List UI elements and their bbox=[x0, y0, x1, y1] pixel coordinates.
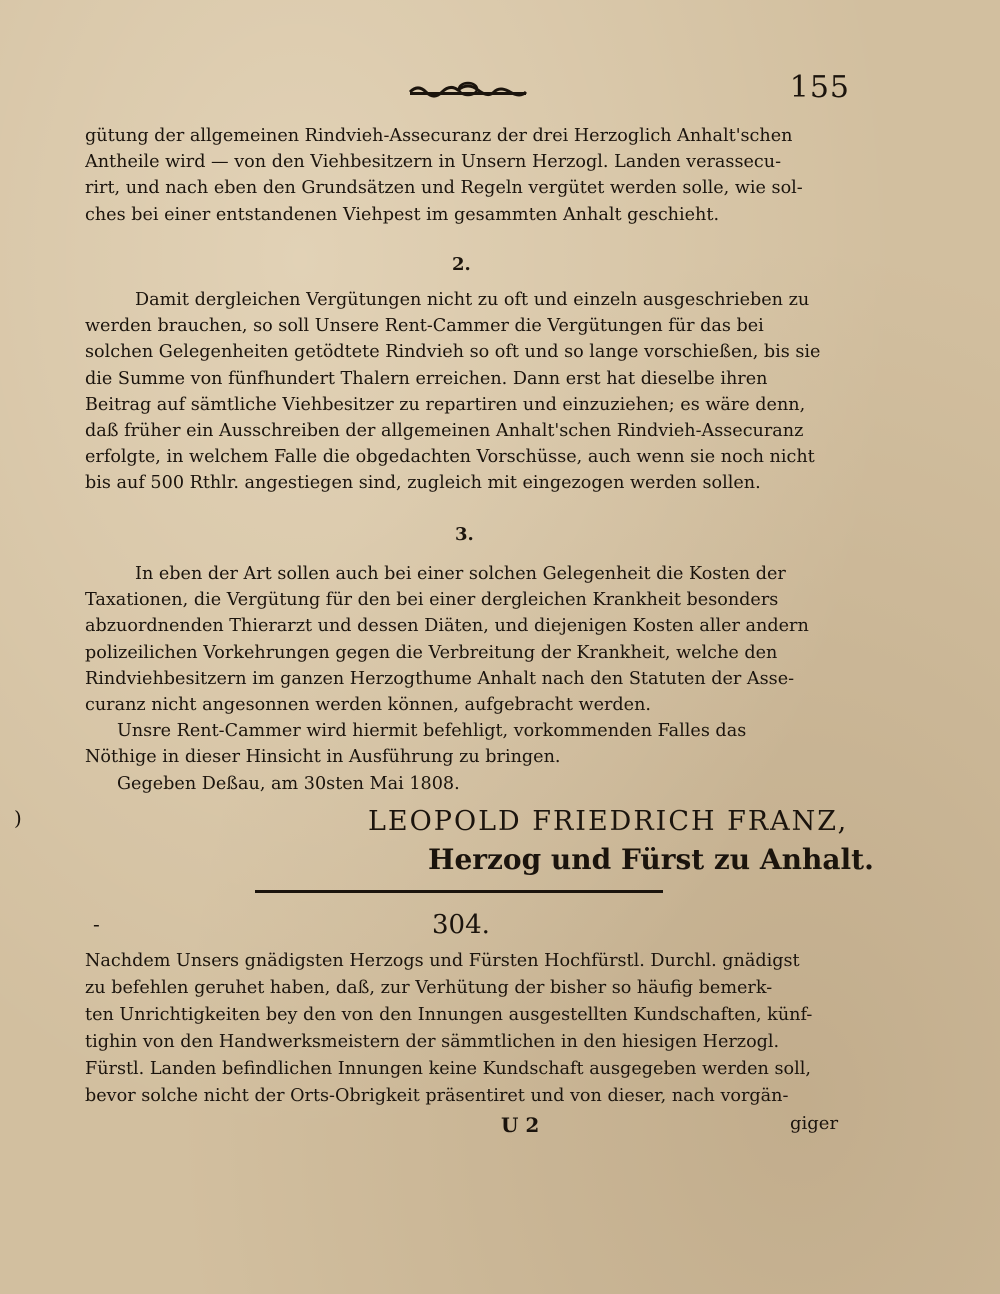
sheet-signature: U 2 bbox=[501, 1113, 540, 1137]
text-line: erfolgte, in welchem Falle die obgedachten Vorschüsse, auch wenn sie noch nicht bbox=[85, 447, 815, 468]
text-line: In eben der Art sollen auch bei einer solchen Gelegenheit die Kosten der bbox=[135, 564, 786, 584]
text-line: Rindviehbesitzern im ganzen Herzogthume Anhalt nach den Statuten der Asse- bbox=[85, 668, 795, 689]
text-line: bis auf 500 Rthlr. angestiegen sind, zugleich mit eingezogen werden sollen. bbox=[85, 473, 761, 494]
text-line: Unsre Rent-Cammer wird hiermit befehligt, vorkommenden Falles das bbox=[117, 721, 747, 742]
text-line: daß früher ein Ausschreiben der allgemeinen Anhalt'schen Rindvieh-Assecuranz bbox=[85, 421, 804, 442]
intro-paragraph bbox=[85, 123, 845, 228]
catchword: giger bbox=[790, 1113, 839, 1134]
signature-title: Herzog und Fürst zu Anhalt. bbox=[428, 843, 874, 876]
page-number: 155 bbox=[789, 70, 850, 105]
text-line: Nachdem Unsers gnädigsten Herzogs und Fürsten Hochfürstl. Durchl. gnädigst bbox=[85, 951, 800, 971]
text-line: ten Unrichtigkeiten bey den von den Innungen ausgestellten Kundschaften, künf- bbox=[85, 1005, 813, 1025]
text-line: Damit dergleichen Vergütungen nicht zu oft und einzeln ausgeschrieben zu bbox=[135, 290, 810, 310]
decree-number: 304. bbox=[432, 910, 490, 940]
text-line: Fürstl. Landen befindlichen Innungen keine Kundschaft ausgegeben werden soll, bbox=[85, 1059, 811, 1079]
text-line: tighin von den Handwerksmeistern der sämmtlichen in den hiesigen Herzogl. bbox=[85, 1032, 780, 1052]
text-line: Nöthige in dieser Hinsicht in Ausführung zu bringen. bbox=[85, 747, 561, 768]
text-line: bevor solche nicht der Orts-Obrigkeit präsentiret und von dieser, nach vorgän- bbox=[85, 1086, 789, 1106]
text-line: ches bei einer entstandenen Viehpest im gesammten Anhalt geschieht. bbox=[85, 204, 720, 225]
text-line: die Summe von fünfhundert Thalern erreichen. Dann erst hat dieselbe ihren bbox=[85, 368, 768, 389]
separator-rule bbox=[255, 890, 663, 893]
section-2-paragraph bbox=[85, 287, 845, 497]
signature-name: LEOPOLD FRIEDRICH FRANZ, bbox=[368, 806, 849, 837]
section-number-3: 3. bbox=[455, 524, 474, 545]
text-line: curanz nicht angesonnen werden können, aufgebracht werden. bbox=[85, 695, 652, 716]
decree-paragraph bbox=[85, 948, 845, 1110]
text-line: Taxationen, die Vergütung für den bei einer dergleichen Krankheit besonders bbox=[85, 590, 779, 611]
text-line: rirt, und nach eben den Grundsätzen und Regeln vergütet werden solle, wie sol- bbox=[85, 178, 803, 199]
text-line: zu befehlen geruhet haben, daß, zur Verhütung der bisher so häufig bemerk- bbox=[85, 978, 773, 998]
section-3-paragraph bbox=[85, 561, 845, 797]
dash-mark: - bbox=[93, 912, 100, 936]
text-line: Antheile wird — von den Viehbesitzern in Unsern Herzogl. Landen verassecu- bbox=[85, 152, 782, 173]
text-line: Beitrag auf sämtliche Viehbesitzer zu repartiren und einzuziehen; es wäre denn, bbox=[85, 394, 806, 415]
text-line: gütung der allgemeinen Rindvieh-Assecuranz der drei Herzoglich Anhalt'schen bbox=[85, 126, 793, 146]
date-line: Gegeben Deßau, am 30sten Mai 1808. bbox=[117, 773, 460, 794]
text-line: solchen Gelegenheiten getödtete Rindvieh so oft und so lange vorschießen, bis sie bbox=[85, 342, 821, 363]
text-line: werden brauchen, so soll Unsere Rent-Cammer die Vergütungen für das bei bbox=[85, 316, 764, 337]
margin-mark: ) bbox=[14, 806, 22, 830]
section-number-2: 2. bbox=[452, 254, 471, 275]
text-line: polizeilichen Vorkehrungen gegen die Verbreitung der Krankheit, welche den bbox=[85, 642, 778, 663]
text-line: abzuordnenden Thierarzt und dessen Diäten, und diejenigen Kosten aller andern bbox=[85, 616, 809, 637]
header-ornament-icon bbox=[408, 80, 528, 98]
